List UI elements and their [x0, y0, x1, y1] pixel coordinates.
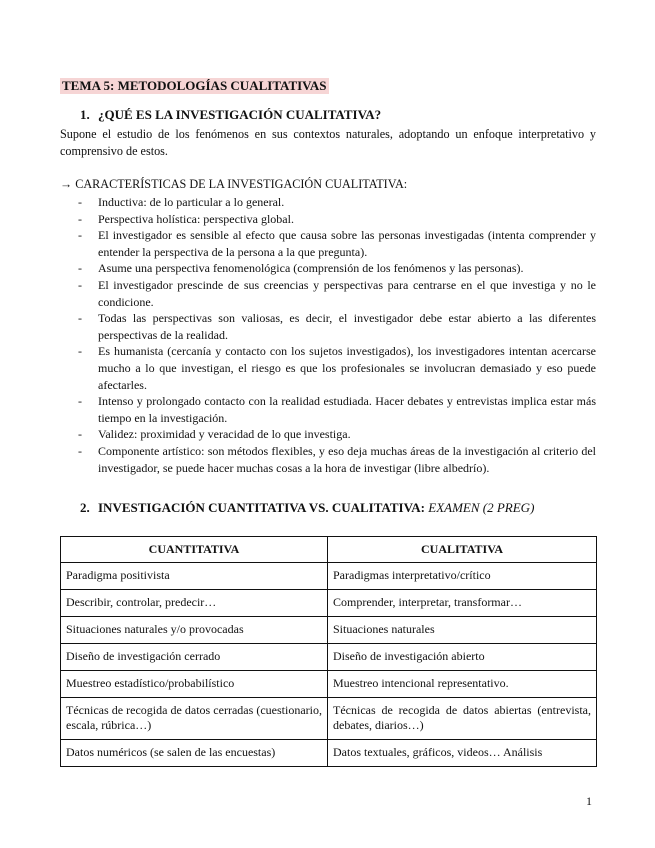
characteristic-item — [60, 343, 596, 393]
cell-cuantitativa: Muestreo estadístico/probabilístico — [61, 671, 328, 698]
cell-cuantitativa: Datos numéricos (se salen de las encuestas) — [61, 740, 328, 767]
bullet-dash: - — [78, 277, 82, 292]
cell-cualitativa: Datos textuales, gráficos, videos… Análisis — [328, 740, 597, 767]
cell-cuantitativa: Diseño de investigación cerrado — [61, 644, 328, 671]
comparison-table — [60, 536, 597, 767]
cell-cualitativa: Comprender, interpretar, transformar… — [328, 590, 597, 617]
bullet-dash: - — [78, 311, 82, 326]
header-cualitativa: CUALITATIVA — [328, 537, 597, 563]
table-row — [61, 671, 597, 698]
characteristic-text: Intenso y prolongado contacto con la realidad estudiada. Hacer debates y entrevistas implica estar más tiempo en la investigación. — [98, 394, 596, 425]
table-row — [61, 590, 597, 617]
cell-cualitativa: Muestreo intencional representativo. — [328, 671, 597, 698]
document-title: TEMA 5: METODOLOGÍAS CUALITATIVAS — [62, 78, 327, 93]
characteristic-text: El investigador es sensible al efecto que causa sobre las personas investigadas (intenta comprender y entender la perspectiva de la persona a la que pregunta). — [98, 228, 596, 259]
characteristic-item — [60, 260, 596, 277]
cell-cuantitativa: Técnicas de recogida de datos cerradas (cuestionario, escala, rúbrica…) — [61, 698, 328, 740]
section-2-number: 2. — [80, 500, 90, 515]
characteristic-item — [60, 393, 596, 426]
characteristic-text: Validez: proximidad y veracidad de lo que investiga. — [98, 427, 351, 442]
characteristic-item — [60, 443, 596, 476]
characteristic-item — [60, 277, 596, 310]
characteristic-text: Perspectiva holística: perspectiva global. — [98, 211, 294, 226]
section-2-title: INVESTIGACIÓN CUANTITATIVA VS. CUALITATIVA: — [98, 500, 426, 515]
section-1-heading — [80, 107, 381, 123]
table-row — [61, 644, 597, 671]
bullet-dash: - — [78, 195, 82, 209]
characteristic-text: Todas las perspectivas son valiosas, es decir, el investigador debe estar abierto a las diferentes perspectivas de la realidad. — [98, 311, 596, 342]
bullet-dash: - — [78, 443, 82, 458]
table-row — [61, 563, 597, 590]
characteristics-heading: → CARACTERÍSTICAS DE LA INVESTIGACIÓN CUALITATIVA: — [60, 177, 408, 191]
characteristic-item — [60, 211, 596, 228]
cell-cualitativa: Técnicas de recogida de datos abiertas (entrevista, debates, diarios…) — [328, 698, 597, 740]
table-row — [61, 698, 597, 740]
characteristic-text: Es humanista (cercanía y contacto con los sujetos investigados), los investigadores intentan acercarse mucho a lo que investigan, el riesgo es que los profesionales se involucran demasiado y eso puede afectarles. — [98, 344, 596, 392]
characteristic-item — [60, 194, 596, 211]
characteristic-item — [60, 426, 596, 443]
characteristic-text: El investigador prescinde de sus creencias y perspectivas para centrarse en el que investiga y no le condicione. — [98, 277, 596, 309]
characteristic-text: Inductiva: de lo particular a lo general. — [98, 195, 285, 209]
exam-note: EXAMEN (2 PREG) — [428, 500, 535, 515]
bullet-dash: - — [78, 211, 82, 226]
cell-cualitativa: Diseño de investigación abierto — [328, 644, 597, 671]
bullet-dash: - — [78, 394, 82, 409]
cell-cuantitativa: Paradigma positivista — [61, 563, 328, 590]
cell-cualitativa: Paradigmas interpretativo/crítico — [328, 563, 597, 590]
section-1-title: ¿QUÉ ES LA INVESTIGACIÓN CUALITATIVA? — [98, 107, 382, 122]
characteristic-text: Componente artístico: son métodos flexibles, y eso deja muchas áreas de la investigación al criterio del investigador, se puede hacer muchas cosas a la hora de investigar (libre albedrío). — [98, 443, 596, 475]
table-row — [61, 740, 597, 767]
section-1-intro: Supone el estudio de los fenómenos en sus contextos naturales, adoptando un enfoque interpretativo y comprensivo de estos. — [60, 127, 596, 158]
bullet-dash: - — [78, 427, 82, 442]
table-row — [61, 617, 597, 644]
cell-cualitativa: Situaciones naturales — [328, 617, 597, 644]
header-cuantitativa: CUANTITATIVA — [61, 537, 328, 563]
bullet-dash: - — [78, 261, 82, 276]
bullet-dash: - — [78, 344, 82, 359]
page-number: 1 — [586, 794, 592, 808]
section-2-heading — [80, 500, 534, 516]
cell-cuantitativa: Describir, controlar, predecir… — [61, 590, 328, 617]
characteristic-text: Asume una perspectiva fenomenológica (comprensión de los fenómenos y las personas). — [98, 261, 524, 276]
characteristic-item — [60, 227, 596, 260]
characteristic-item — [60, 310, 596, 343]
characteristics-list — [60, 194, 596, 476]
bullet-dash: - — [78, 228, 82, 243]
cell-cuantitativa: Situaciones naturales y/o provocadas — [61, 617, 328, 644]
section-1-number: 1. — [80, 107, 90, 122]
table-header-row — [61, 537, 597, 563]
